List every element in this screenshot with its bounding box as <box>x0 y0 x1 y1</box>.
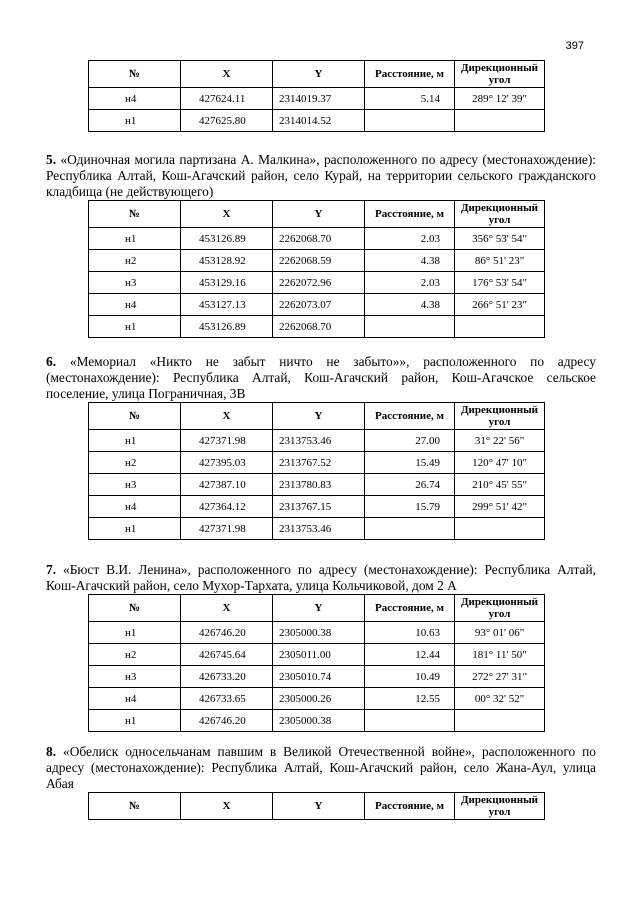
cell-x: 427395.03 <box>181 452 273 474</box>
table-row <box>89 622 545 644</box>
header-angle: Дирекционный угол <box>455 793 545 820</box>
header-angle: Дирекционный угол <box>455 595 545 622</box>
table-row <box>89 430 545 452</box>
cell-distance <box>365 518 455 540</box>
cell-angle: 86° 51' 23" <box>455 250 545 272</box>
table-row <box>89 710 545 732</box>
cell-y: 2262072.96 <box>273 272 365 294</box>
cell-num: н1 <box>89 110 181 132</box>
cell-angle: 120° 47' 10" <box>455 452 545 474</box>
header-num: № <box>89 201 181 228</box>
cell-y: 2262068.70 <box>273 228 365 250</box>
cell-x: 453126.89 <box>181 316 273 338</box>
cell-distance: 10.49 <box>365 666 455 688</box>
cell-y: 2305000.26 <box>273 688 365 710</box>
table-row <box>89 452 545 474</box>
section-number: 6. <box>46 354 57 369</box>
cell-y: 2305000.38 <box>273 710 365 732</box>
cell-distance: 12.44 <box>365 644 455 666</box>
cell-num: н4 <box>89 688 181 710</box>
table-row <box>89 688 545 710</box>
header-num: № <box>89 403 181 430</box>
table-row <box>89 316 545 338</box>
cell-num: н4 <box>89 496 181 518</box>
cell-x: 427371.98 <box>181 430 273 452</box>
cell-distance: 4.38 <box>365 294 455 316</box>
cell-num: н1 <box>89 228 181 250</box>
cell-y: 2313780.83 <box>273 474 365 496</box>
cell-y: 2305011.00 <box>273 644 365 666</box>
coordinates-table <box>88 200 545 338</box>
table-row <box>89 496 545 518</box>
cell-num: н3 <box>89 474 181 496</box>
section-text: «Одиночная могила партизана А. Малкина», расположенного по адресу (местонахождение): Республика Алтай, Кош-Агачский район, село Курай, на территории сельского гражданского кладбища (не действующего) <box>46 152 596 199</box>
table-row <box>89 228 545 250</box>
cell-x: 453128.92 <box>181 250 273 272</box>
section-heading <box>46 354 596 402</box>
cell-distance: 26.74 <box>365 474 455 496</box>
header-y: Y <box>273 403 365 430</box>
page-number: 397 <box>565 40 584 52</box>
cell-angle <box>455 316 545 338</box>
header-y: Y <box>273 61 365 88</box>
section-number: 7. <box>46 562 57 577</box>
cell-y: 2262073.07 <box>273 294 365 316</box>
section-text: «Обелиск односельчанам павшим в Великой Отечественной войне», расположенного по адресу (местонахождение): Республика Алтай, Кош-Агачский район, село Жана-Аул, улица Абая <box>46 744 596 791</box>
cell-angle: 181° 11' 50" <box>455 644 545 666</box>
cell-angle: 266° 51' 23" <box>455 294 545 316</box>
section-6 <box>46 354 596 540</box>
cell-distance: 4.38 <box>365 250 455 272</box>
coordinates-table <box>88 60 545 132</box>
cell-angle: 93° 01' 06" <box>455 622 545 644</box>
header-num: № <box>89 61 181 88</box>
cell-x: 427364.12 <box>181 496 273 518</box>
cell-num: н3 <box>89 666 181 688</box>
cell-distance <box>365 316 455 338</box>
header-distance: Расстояние, м <box>365 201 455 228</box>
cell-x: 426733.65 <box>181 688 273 710</box>
table-header-row <box>89 201 545 228</box>
cell-x: 427387.10 <box>181 474 273 496</box>
cell-angle: 210° 45' 55" <box>455 474 545 496</box>
table-row <box>89 110 545 132</box>
cell-y: 2262068.59 <box>273 250 365 272</box>
cell-x: 426745.64 <box>181 644 273 666</box>
section-heading <box>46 744 596 792</box>
table-row <box>89 666 545 688</box>
cell-angle: 272° 27' 31" <box>455 666 545 688</box>
cell-num: н2 <box>89 644 181 666</box>
cell-x: 427625.80 <box>181 110 273 132</box>
cell-angle: 31° 22' 56" <box>455 430 545 452</box>
cell-angle: 00° 32' 52" <box>455 688 545 710</box>
section-8 <box>46 744 596 820</box>
section-7 <box>46 562 596 732</box>
cell-distance: 5.14 <box>365 88 455 110</box>
cell-angle <box>455 710 545 732</box>
cell-num: н2 <box>89 452 181 474</box>
cell-y: 2314014.52 <box>273 110 365 132</box>
header-x: X <box>181 201 273 228</box>
cell-x: 453129.16 <box>181 272 273 294</box>
cell-x: 453126.89 <box>181 228 273 250</box>
header-distance: Расстояние, м <box>365 403 455 430</box>
header-num: № <box>89 793 181 820</box>
coordinates-table <box>88 792 545 820</box>
cell-angle: 356° 53' 54" <box>455 228 545 250</box>
header-y: Y <box>273 201 365 228</box>
cell-distance: 12.55 <box>365 688 455 710</box>
section-heading <box>46 152 596 200</box>
cell-y: 2305000.38 <box>273 622 365 644</box>
header-y: Y <box>273 793 365 820</box>
cell-x: 453127.13 <box>181 294 273 316</box>
header-y: Y <box>273 595 365 622</box>
section-text: «Мемориал «Никто не забыт ничто не забыто»», расположенного по адресу (местонахождение): Республика Алтай, Кош-Агачский район, Кош-Агачское сельское поселение, улица Пограничная, 3В <box>46 354 596 401</box>
cell-x: 426746.20 <box>181 622 273 644</box>
cell-distance: 15.49 <box>365 452 455 474</box>
cell-num: н1 <box>89 316 181 338</box>
cell-y: 2262068.70 <box>273 316 365 338</box>
header-x: X <box>181 595 273 622</box>
table-continuation-block <box>46 60 596 132</box>
cell-num: н3 <box>89 272 181 294</box>
cell-num: н1 <box>89 518 181 540</box>
header-num: № <box>89 595 181 622</box>
table-header-row <box>89 403 545 430</box>
header-x: X <box>181 793 273 820</box>
section-number: 5. <box>46 152 57 167</box>
section-heading <box>46 562 596 594</box>
table-row <box>89 250 545 272</box>
table-row <box>89 272 545 294</box>
section-5 <box>46 152 596 338</box>
header-distance: Расстояние, м <box>365 595 455 622</box>
cell-angle <box>455 110 545 132</box>
cell-distance: 2.03 <box>365 272 455 294</box>
cell-distance: 2.03 <box>365 228 455 250</box>
header-angle: Дирекционный угол <box>455 61 545 88</box>
cell-num: н1 <box>89 710 181 732</box>
cell-angle: 289° 12' 39" <box>455 88 545 110</box>
table-row <box>89 88 545 110</box>
table-header-row <box>89 595 545 622</box>
cell-x: 427371.98 <box>181 518 273 540</box>
section-number: 8. <box>46 744 57 759</box>
cell-distance <box>365 710 455 732</box>
table-header-row <box>89 793 545 820</box>
coordinates-table <box>88 594 545 732</box>
header-x: X <box>181 61 273 88</box>
cell-angle: 176° 53' 54" <box>455 272 545 294</box>
cell-num: н4 <box>89 88 181 110</box>
table-header-row <box>89 61 545 88</box>
cell-distance: 10.63 <box>365 622 455 644</box>
coordinates-table <box>88 402 545 540</box>
cell-num: н4 <box>89 294 181 316</box>
cell-distance: 27.00 <box>365 430 455 452</box>
table-row <box>89 474 545 496</box>
cell-num: н1 <box>89 622 181 644</box>
cell-x: 427624.11 <box>181 88 273 110</box>
cell-y: 2313767.15 <box>273 496 365 518</box>
cell-num: н2 <box>89 250 181 272</box>
cell-distance <box>365 110 455 132</box>
header-angle: Дирекционный угол <box>455 201 545 228</box>
cell-y: 2314019.37 <box>273 88 365 110</box>
table-row <box>89 644 545 666</box>
header-distance: Расстояние, м <box>365 793 455 820</box>
cell-num: н1 <box>89 430 181 452</box>
cell-x: 426733.20 <box>181 666 273 688</box>
cell-y: 2305010.74 <box>273 666 365 688</box>
cell-distance: 15.79 <box>365 496 455 518</box>
cell-y: 2313753.46 <box>273 518 365 540</box>
header-angle: Дирекционный угол <box>455 403 545 430</box>
cell-y: 2313753.46 <box>273 430 365 452</box>
section-text: «Бюст В.И. Ленина», расположенного по адресу (местонахождение): Республика Алтай, Кош-Агачский район, село Мухор-Тархата, улица Кольчиковой, дом 2 А <box>46 562 596 593</box>
table-row <box>89 518 545 540</box>
cell-y: 2313767.52 <box>273 452 365 474</box>
cell-x: 426746.20 <box>181 710 273 732</box>
cell-angle <box>455 518 545 540</box>
header-x: X <box>181 403 273 430</box>
header-distance: Расстояние, м <box>365 61 455 88</box>
table-row <box>89 294 545 316</box>
cell-angle: 299° 51' 42" <box>455 496 545 518</box>
